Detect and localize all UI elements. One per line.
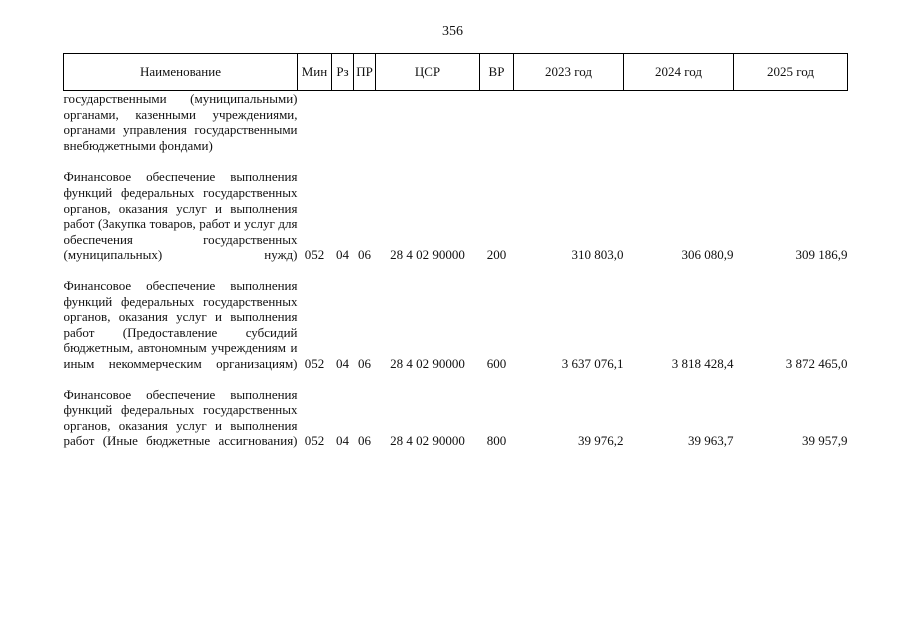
col-header-2025: 2025 год: [734, 54, 848, 91]
row-2023: 310 803,0: [571, 247, 624, 263]
row-2025: 3 872 465,0: [785, 355, 848, 371]
row-vr: 200: [486, 247, 507, 263]
row-rz: 04: [336, 433, 349, 449]
col-header-2024: 2024 год: [624, 54, 734, 91]
row-name: Финансовое обеспечение выполнения функций федеральных государственных органов, оказания услуг и выполнения работ (Предоставление субсидий бюджетным, автономным учреждениям и иным некоммерческим организациям): [63, 277, 298, 371]
row-rz: 04: [336, 247, 349, 263]
row-pr: [354, 91, 376, 162]
row-pr: 06: [358, 355, 371, 371]
col-header-min: Мин: [298, 54, 332, 91]
row-2025: 39 957,9: [802, 433, 848, 449]
row-min: 052: [304, 433, 325, 449]
row-2023: 3 637 076,1: [561, 355, 624, 371]
row-vr: 600: [486, 355, 507, 371]
row-rz: [332, 91, 354, 162]
col-header-vr: ВР: [480, 54, 514, 91]
col-header-name: Наименование: [64, 54, 298, 91]
table-body: [64, 91, 848, 449]
row-min: 052: [304, 355, 325, 371]
budget-table: [63, 53, 848, 449]
row-csr: 28 4 02 90000: [390, 355, 465, 371]
table-header: [64, 54, 848, 91]
page-number: 356: [442, 24, 463, 39]
row-name: Финансовое обеспечение выполнения функций федеральных государственных органов, оказания услуг и выполнения работ (Иные бюджетные ассигнования): [63, 386, 298, 449]
table-row: [64, 270, 848, 379]
row-2024: 3 818 428,4: [671, 355, 734, 371]
row-2025: 309 186,9: [795, 247, 848, 263]
row-pr: 06: [358, 433, 371, 449]
table-row: [64, 91, 848, 162]
col-header-2023: 2023 год: [514, 54, 624, 91]
col-header-csr: ЦСР: [376, 54, 480, 91]
row-2023: 39 976,2: [578, 433, 624, 449]
row-2023: [514, 91, 624, 162]
row-csr: [376, 91, 480, 162]
row-2024: [624, 91, 734, 162]
row-csr: 28 4 02 90000: [390, 433, 465, 449]
table-row: [64, 379, 848, 449]
row-2025: [734, 91, 848, 162]
row-vr: 800: [486, 433, 507, 449]
col-header-rz: Рз: [332, 54, 354, 91]
row-min: 052: [304, 247, 325, 263]
row-2024: 39 963,7: [688, 433, 734, 449]
header-row: [64, 54, 848, 91]
row-csr: 28 4 02 90000: [390, 247, 465, 263]
row-rz: 04: [336, 355, 349, 371]
row-2024: 306 080,9: [681, 247, 734, 263]
row-min: [298, 91, 332, 162]
row-name: Финансовое обеспечение выполнения функций федеральных государственных органов, оказания услуг и выполнения работ (Закупка товаров, работ и услуг для обеспечения государственных (муниципальных) нужд): [63, 169, 298, 263]
col-header-pr: ПР: [354, 54, 376, 91]
table-row: [64, 161, 848, 270]
row-pr: 06: [358, 247, 371, 263]
row-vr: [480, 91, 514, 162]
row-name: государственными (муниципальными) органами, казенными учреждениями, органами управления государственными внебюджетными фондами): [63, 91, 298, 153]
